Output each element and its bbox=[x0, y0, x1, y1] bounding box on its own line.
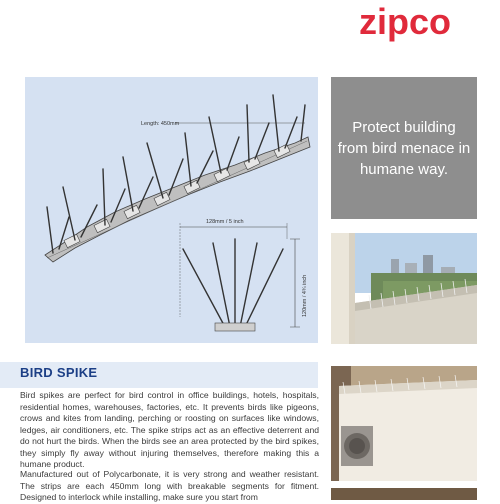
brand-logo bbox=[355, 2, 467, 46]
length-label: Length: 450mm bbox=[141, 121, 180, 127]
product-diagram bbox=[25, 77, 318, 343]
third-photo bbox=[331, 488, 477, 500]
ac-unit-photo bbox=[331, 366, 477, 481]
brand-logo-text: zipco bbox=[359, 2, 452, 42]
tagline-box bbox=[331, 77, 477, 219]
side-view-diagram bbox=[180, 219, 308, 331]
width-label: 128mm / 5 inch bbox=[206, 219, 244, 225]
rooftop-photo bbox=[331, 233, 477, 344]
material-paragraph: Manufactured out of Polycarbonate, it is very strong and weather resistant. The strips are each 450mm long with breakable segments for fitment. Designed to interlock while installing, make sure you start from bbox=[20, 469, 319, 502]
description-paragraph: Bird spikes are perfect for bird control in office buildings, hotels, hospitals, residential homes, warehouses, factories, etc. It prevents birds like pigeons, crows and kites from landing, perching or roosting on surfaces like windows, ledges, air conditioners, etc. The spike strips act as an effective deterrent and do not hurt the birds. When the birds see an area protected by the bird spikes, they simply fly away without injuring themselves, therefore making this a humane product. bbox=[20, 390, 319, 469]
tagline: Protect building from bird menace in humane way. bbox=[337, 118, 471, 178]
section-title: BIRD SPIKE bbox=[20, 365, 98, 380]
height-label: 120mm / 4¾ inch bbox=[302, 274, 308, 317]
